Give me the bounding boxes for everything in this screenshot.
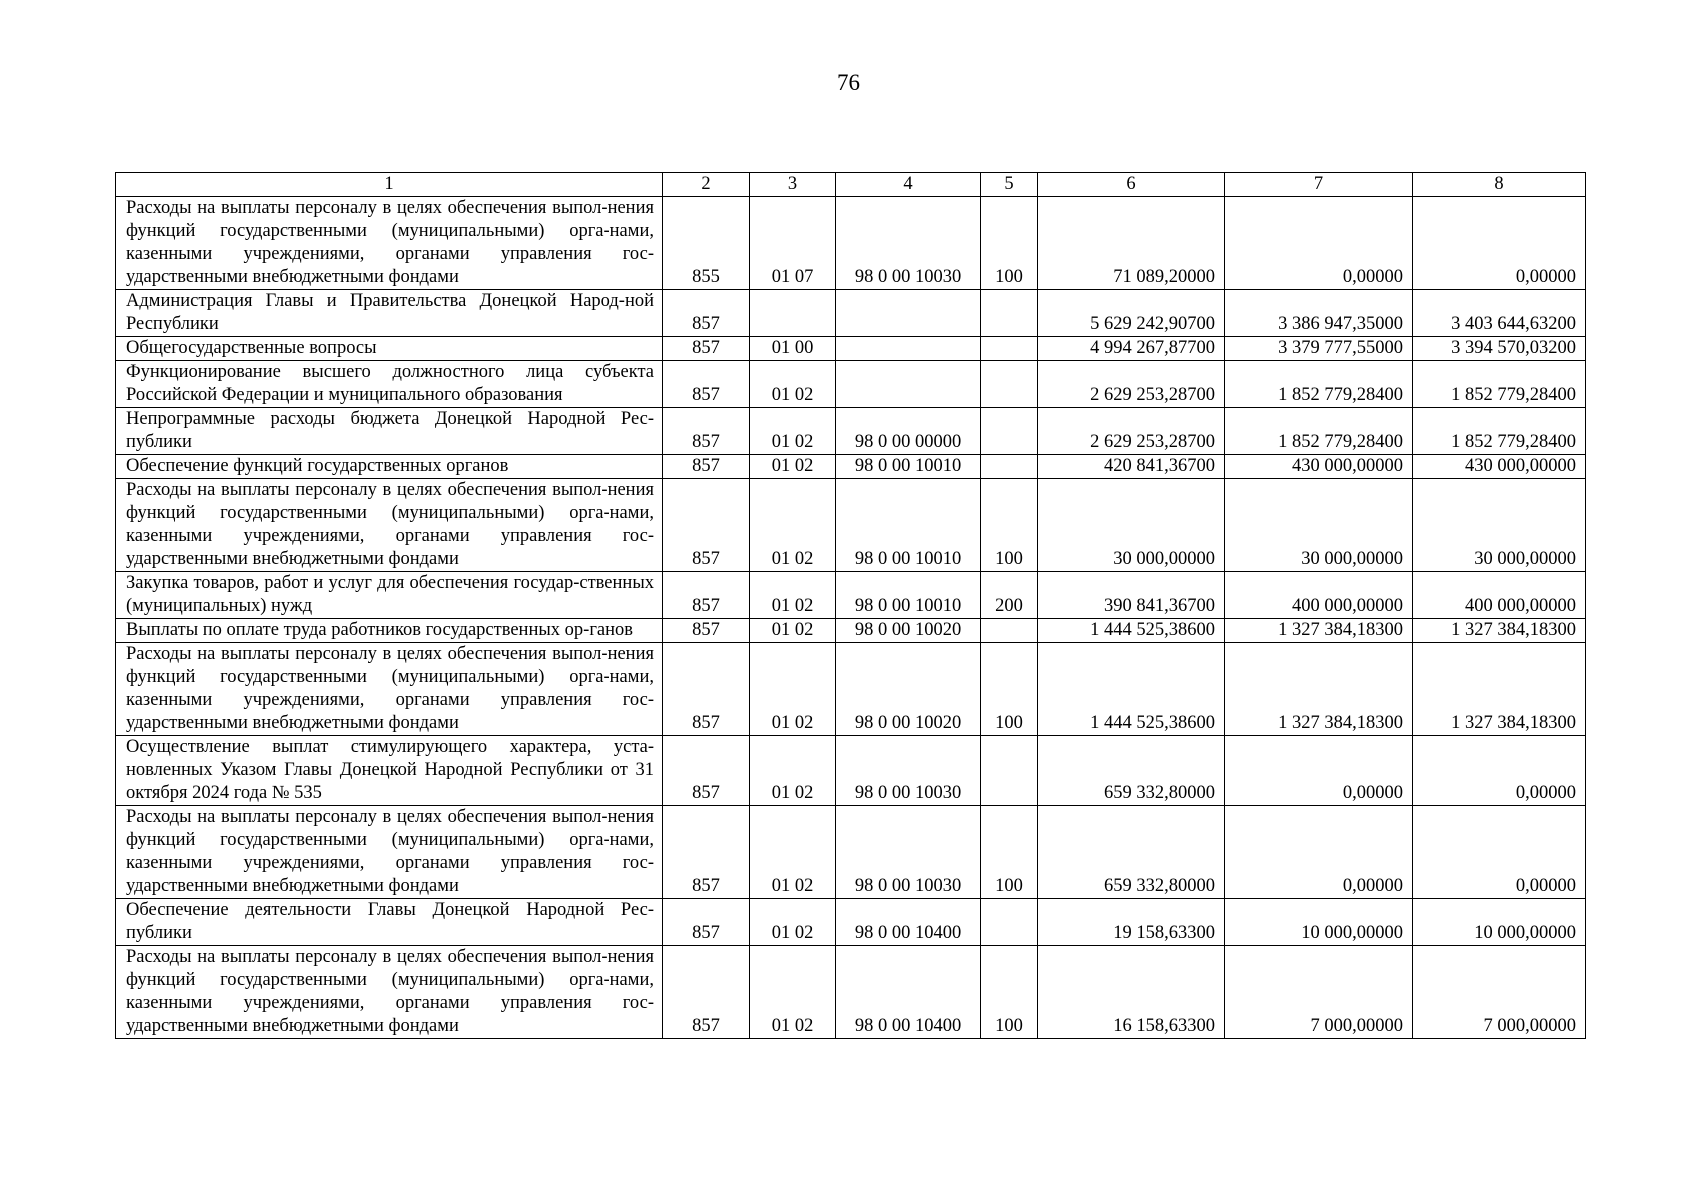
row-target-article: 98 0 00 10400 — [836, 946, 981, 1039]
row-amount-col6: 659 332,80000 — [1038, 806, 1225, 899]
row-target-article: 98 0 00 10030 — [836, 197, 981, 290]
row-amount-col8: 0,00000 — [1413, 806, 1586, 899]
row-section-code: 01 02 — [750, 643, 836, 736]
column-header-8: 8 — [1413, 173, 1586, 197]
row-amount-col8: 1 327 384,18300 — [1413, 619, 1586, 643]
row-name: Непрограммные расходы бюджета Донецкой Народной Рес-публики — [116, 408, 663, 455]
row-amount-col6: 71 089,20000 — [1038, 197, 1225, 290]
row-amount-col6: 4 994 267,87700 — [1038, 337, 1225, 361]
row-name: Расходы на выплаты персоналу в целях обеспечения выпол-нения функций государственными (муниципальными) орга-нами, казенными учреждениями, органами управления гос-ударственными внебюджетными фондами — [116, 806, 663, 899]
row-ministry-code: 857 — [663, 361, 750, 408]
column-header-3: 3 — [750, 173, 836, 197]
row-amount-col8: 400 000,00000 — [1413, 572, 1586, 619]
row-name: Расходы на выплаты персоналу в целях обеспечения выпол-нения функций государственными (муниципальными) орга-нами, казенными учреждениями, органами управления гос-ударственными внебюджетными фондами — [116, 643, 663, 736]
row-amount-col7: 0,00000 — [1225, 736, 1413, 806]
row-amount-col7: 1 327 384,18300 — [1225, 619, 1413, 643]
row-amount-col8: 1 852 779,28400 — [1413, 408, 1586, 455]
row-amount-col6: 390 841,36700 — [1038, 572, 1225, 619]
row-ministry-code: 857 — [663, 572, 750, 619]
row-amount-col8: 430 000,00000 — [1413, 455, 1586, 479]
row-ministry-code: 857 — [663, 736, 750, 806]
row-amount-col7: 10 000,00000 — [1225, 899, 1413, 946]
row-expense-type: 100 — [981, 479, 1038, 572]
row-amount-col7: 7 000,00000 — [1225, 946, 1413, 1039]
row-amount-col8: 0,00000 — [1413, 736, 1586, 806]
row-target-article: 98 0 00 10030 — [836, 806, 981, 899]
row-section-code: 01 02 — [750, 479, 836, 572]
row-name: Расходы на выплаты персоналу в целях обеспечения выпол-нения функций государственными (муниципальными) орга-нами, казенными учреждениями, органами управления гос-ударственными внебюджетными фондами — [116, 946, 663, 1039]
row-name: Выплаты по оплате труда работников государственных ор-ганов — [116, 619, 663, 643]
row-target-article: 98 0 00 10020 — [836, 619, 981, 643]
table-row — [116, 736, 1586, 806]
row-amount-col7: 0,00000 — [1225, 197, 1413, 290]
row-amount-col8: 0,00000 — [1413, 197, 1586, 290]
table-row — [116, 479, 1586, 572]
column-header-1: 1 — [116, 173, 663, 197]
table-row — [116, 899, 1586, 946]
row-section-code: 01 02 — [750, 408, 836, 455]
row-ministry-code: 857 — [663, 479, 750, 572]
row-expense-type: 100 — [981, 946, 1038, 1039]
row-expense-type: 100 — [981, 197, 1038, 290]
row-amount-col7: 3 386 947,35000 — [1225, 290, 1413, 337]
row-amount-col6: 659 332,80000 — [1038, 736, 1225, 806]
table-row — [116, 197, 1586, 290]
row-amount-col7: 3 379 777,55000 — [1225, 337, 1413, 361]
row-section-code: 01 02 — [750, 946, 836, 1039]
row-section-code: 01 00 — [750, 337, 836, 361]
row-name: Расходы на выплаты персоналу в целях обеспечения выпол-нения функций государственными (муниципальными) орга-нами, казенными учреждениями, органами управления гос-ударственными внебюджетными фондами — [116, 197, 663, 290]
table-row — [116, 290, 1586, 337]
row-target-article: 98 0 00 10010 — [836, 572, 981, 619]
row-section-code: 01 02 — [750, 361, 836, 408]
row-amount-col7: 0,00000 — [1225, 806, 1413, 899]
row-amount-col8: 1 327 384,18300 — [1413, 643, 1586, 736]
column-header-2: 2 — [663, 173, 750, 197]
table-row — [116, 408, 1586, 455]
row-name: Обеспечение деятельности Главы Донецкой Народной Рес-публики — [116, 899, 663, 946]
row-name: Функционирование высшего должностного лица субъекта Российской Федерации и муниципального образования — [116, 361, 663, 408]
row-target-article — [836, 290, 981, 337]
row-amount-col7: 1 852 779,28400 — [1225, 408, 1413, 455]
row-ministry-code: 857 — [663, 337, 750, 361]
row-ministry-code: 857 — [663, 619, 750, 643]
column-header-5: 5 — [981, 173, 1038, 197]
row-target-article — [836, 361, 981, 408]
row-name: Обеспечение функций государственных органов — [116, 455, 663, 479]
row-amount-col7: 1 327 384,18300 — [1225, 643, 1413, 736]
row-amount-col6: 420 841,36700 — [1038, 455, 1225, 479]
row-section-code — [750, 290, 836, 337]
row-expense-type: 100 — [981, 643, 1038, 736]
row-target-article: 98 0 00 10030 — [836, 736, 981, 806]
row-expense-type — [981, 899, 1038, 946]
row-expense-type — [981, 408, 1038, 455]
row-name: Осуществление выплат стимулирующего характера, уста-новленных Указом Главы Донецкой Народной Республики от 31 октября 2024 года № 535 — [116, 736, 663, 806]
row-amount-col8: 30 000,00000 — [1413, 479, 1586, 572]
row-target-article: 98 0 00 10010 — [836, 479, 981, 572]
table-row — [116, 619, 1586, 643]
row-ministry-code: 857 — [663, 899, 750, 946]
row-name: Расходы на выплаты персоналу в целях обеспечения выпол-нения функций государственными (муниципальными) орга-нами, казенными учреждениями, органами управления гос-ударственными внебюджетными фондами — [116, 479, 663, 572]
row-expense-type: 200 — [981, 572, 1038, 619]
row-expense-type — [981, 337, 1038, 361]
row-amount-col8: 7 000,00000 — [1413, 946, 1586, 1039]
row-amount-col6: 19 158,63300 — [1038, 899, 1225, 946]
row-amount-col7: 430 000,00000 — [1225, 455, 1413, 479]
table-row — [116, 946, 1586, 1039]
row-amount-col6: 1 444 525,38600 — [1038, 643, 1225, 736]
column-header-7: 7 — [1225, 173, 1413, 197]
row-section-code: 01 02 — [750, 455, 836, 479]
row-expense-type: 100 — [981, 806, 1038, 899]
row-ministry-code: 857 — [663, 455, 750, 479]
row-section-code: 01 02 — [750, 572, 836, 619]
row-ministry-code: 855 — [663, 197, 750, 290]
row-amount-col8: 1 852 779,28400 — [1413, 361, 1586, 408]
row-expense-type — [981, 290, 1038, 337]
table-row — [116, 361, 1586, 408]
row-amount-col7: 400 000,00000 — [1225, 572, 1413, 619]
row-amount-col6: 30 000,00000 — [1038, 479, 1225, 572]
row-ministry-code: 857 — [663, 290, 750, 337]
row-amount-col7: 1 852 779,28400 — [1225, 361, 1413, 408]
row-ministry-code: 857 — [663, 946, 750, 1039]
row-name: Закупка товаров, работ и услуг для обеспечения государ-ственных (муниципальных) нужд — [116, 572, 663, 619]
row-amount-col6: 2 629 253,28700 — [1038, 361, 1225, 408]
row-expense-type — [981, 736, 1038, 806]
budget-table — [115, 172, 1586, 1039]
row-name: Общегосударственные вопросы — [116, 337, 663, 361]
row-amount-col6: 16 158,63300 — [1038, 946, 1225, 1039]
row-target-article: 98 0 00 10010 — [836, 455, 981, 479]
table-row — [116, 455, 1586, 479]
row-amount-col6: 1 444 525,38600 — [1038, 619, 1225, 643]
row-amount-col8: 3 394 570,03200 — [1413, 337, 1586, 361]
table-row — [116, 643, 1586, 736]
row-ministry-code: 857 — [663, 806, 750, 899]
row-target-article: 98 0 00 10020 — [836, 643, 981, 736]
table-row — [116, 572, 1586, 619]
row-expense-type — [981, 361, 1038, 408]
header-row — [116, 173, 1586, 197]
row-amount-col7: 30 000,00000 — [1225, 479, 1413, 572]
row-target-article — [836, 337, 981, 361]
table-body — [116, 197, 1586, 1039]
row-target-article: 98 0 00 10400 — [836, 899, 981, 946]
page-number: 76 — [837, 70, 860, 95]
row-name: Администрация Главы и Правительства Донецкой Народ-ной Республики — [116, 290, 663, 337]
row-section-code: 01 02 — [750, 899, 836, 946]
row-ministry-code: 857 — [663, 408, 750, 455]
row-ministry-code: 857 — [663, 643, 750, 736]
row-amount-col6: 2 629 253,28700 — [1038, 408, 1225, 455]
row-section-code: 01 02 — [750, 619, 836, 643]
row-section-code: 01 07 — [750, 197, 836, 290]
row-amount-col8: 10 000,00000 — [1413, 899, 1586, 946]
column-header-6: 6 — [1038, 173, 1225, 197]
row-amount-col8: 3 403 644,63200 — [1413, 290, 1586, 337]
row-expense-type — [981, 455, 1038, 479]
column-header-4: 4 — [836, 173, 981, 197]
row-section-code: 01 02 — [750, 806, 836, 899]
table-row — [116, 337, 1586, 361]
row-target-article: 98 0 00 00000 — [836, 408, 981, 455]
row-expense-type — [981, 619, 1038, 643]
row-section-code: 01 02 — [750, 736, 836, 806]
row-amount-col6: 5 629 242,90700 — [1038, 290, 1225, 337]
table-row — [116, 806, 1586, 899]
